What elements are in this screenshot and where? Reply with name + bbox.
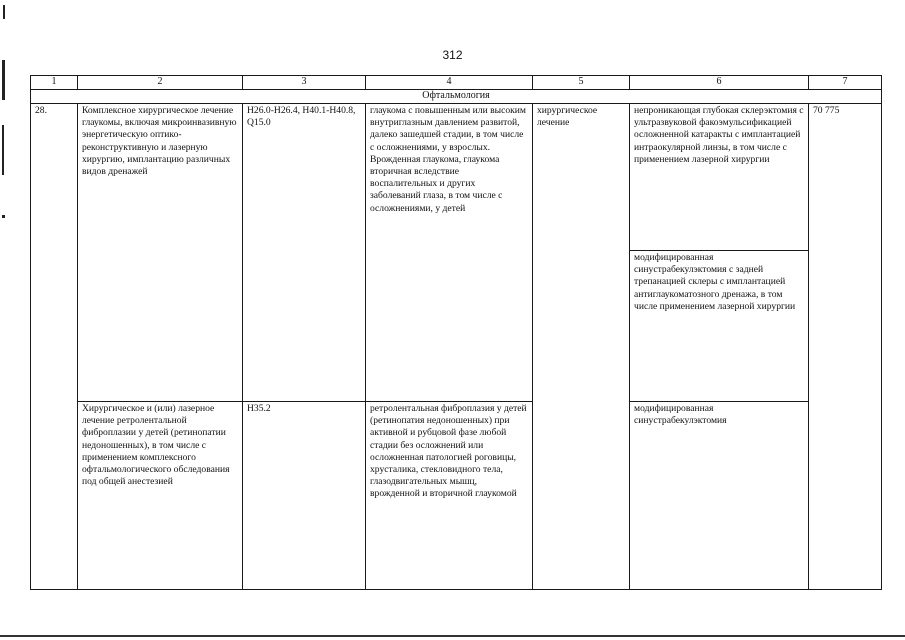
cost-continued [809,251,882,402]
column-number-3: 3 [243,76,366,90]
table-row [31,402,882,590]
treatment-method: модифицированная синустрабекулэктомия [630,402,809,590]
page-bottom-edge [0,635,905,637]
entry-number: 28. [31,104,78,251]
column-number-row [31,76,882,90]
treatment-profile-continued [533,402,630,590]
scan-edge-mark-low [2,125,4,175]
cost-continued [809,402,882,590]
column-number-6: 6 [630,76,809,90]
column-number-2: 2 [78,76,243,90]
column-number-5: 5 [533,76,630,90]
section-row [31,90,882,104]
cost-value: 70 775 [809,104,882,251]
icd-codes: H26.0-H26.4, H40.1-H40.8, Q15.0 [243,104,366,402]
treatment-method: непроникающая глубокая склерэктомия с ультразвуковой факоэмульсификацией осложненной катаракты с имплантацией интраокулярной линзы, в том числе с применением лазерной хирургии [630,104,809,251]
treatment-profile: хирургическое лечение [533,104,630,251]
column-number-1: 1 [31,76,78,90]
scan-edge-mark-side [2,60,5,100]
entry-number-continued [31,402,78,590]
entry-number-continued [31,251,78,402]
column-number-7: 7 [809,76,882,90]
table-row [31,104,882,251]
scan-edge-mark-top [3,5,5,19]
treatment-name: Хирургическое и (или) лазерное лечение ретролентальной фиброплазии у детей (ретинопатии недоношенных), в том числе с применением комплексного офтальмологического обследования под общей анестезией [78,402,243,590]
column-number-4: 4 [366,76,533,90]
scan-edge-dot [2,215,5,218]
treatment-method: модифицированная синустрабекулэктомия с задней трепанацией склеры с имплантацией антиглаукоматозного дренажа, в том числе применением лазерной хирургии [630,251,809,402]
icd-codes: H35.2 [243,402,366,590]
page-number: 312 [442,48,463,62]
treatment-name: Комплексное хирургическое лечение глаукомы, включая микроинвазивную энергетическую оптико-реконструктивную и лазерную хирургию, имплантацию различных видов дренажей [78,104,243,402]
patient-model: ретролентальная фиброплазия у детей (ретинопатия недоношенных) при активной и рубцовой фазе любой стадии без осложнений или осложненная патологией роговицы, хрусталика, стекловидного тела, глазодвигательных мышц, врожденной и вторичной глаукомой [366,402,533,590]
section-title: Офтальмология [31,90,882,104]
procedures-table [30,75,882,590]
patient-model: глаукома с повышенным или высоким внутриглазным давлением развитой, далеко зашедшей стадии, в том числе с осложнениями, у взрослых. Врожденная глаукома, глаукома вторичная вследствие воспалительных и других заболеваний глаза, в том числе с осложнениями, у детей [366,104,533,402]
treatment-profile-continued [533,251,630,402]
